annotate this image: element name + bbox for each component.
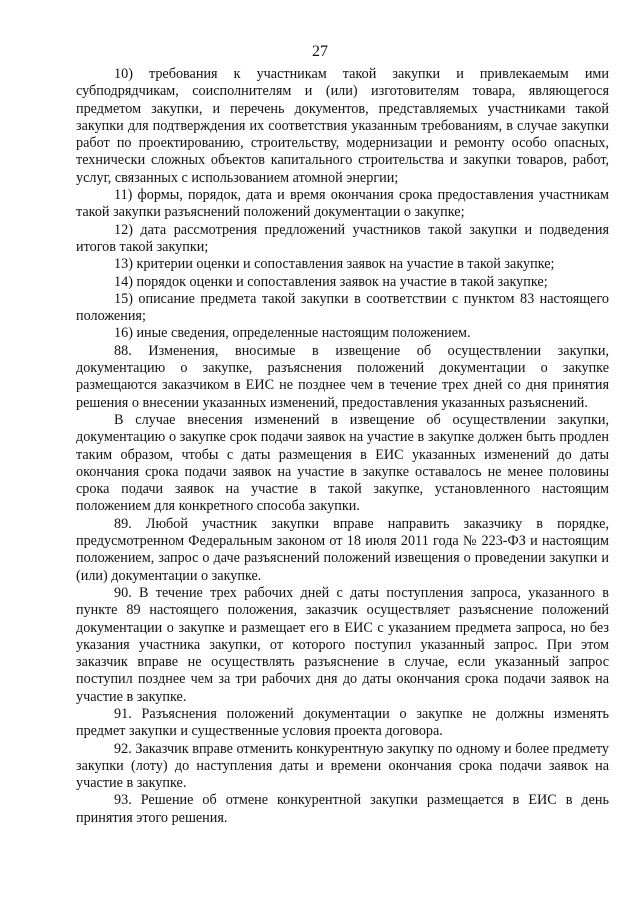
paragraph-clause-89: 89. Любой участник закупки вправе направить заказчику в порядке, предусмотренном Федеральным законом от 18 июля 2011 года № 223-ФЗ и настоящим положением, запрос о даче разъяснений положений извещения о проведении закупки и (или) документации о закупке. [76,515,609,584]
paragraph-clause-88-continued: В случае внесения изменений в извещение об осуществлении закупки, документацию о закупке срок подачи заявок на участие в закупке должен быть продлен таким образом, чтобы с даты размещения в ЕИС указанных изменений до даты окончания срока подачи заявок на участие в закупке оставалось не менее половины срока подачи заявок на участие в такой закупке, установленного настоящим положением для конкретного способа закупки. [76,411,609,515]
paragraph-clause-93: 93. Решение об отмене конкурентной закупки размещается в ЕИС в день принятия этого решения. [76,792,609,826]
paragraph-clause-88: 88. Изменения, вносимые в извещение об осуществлении закупки, документацию о закупке, разъяснения положений документации о закупке размещаются заказчиком в ЕИС не позднее чем в течение трех дней со дня принятия решения о внесении указанных изменений, предоставления указанных разъяснений. [76,342,609,411]
paragraph-item-11: 11) формы, порядок, дата и время окончания срока предоставления участникам такой закупки разъяснений положений документации о закупке; [76,187,609,221]
document-body [76,66,609,827]
paragraph-clause-90: 90. В течение трех рабочих дней с даты поступления запроса, указанного в пункте 89 настоящего положения, заказчик осуществляет разъяснение положений документации о закупке и размещает его в ЕИС с указанием предмета запроса, но без указания участника закупки, от которого поступил указанный запрос. При этом заказчик вправе не осуществлять разъяснение в случае, если указанный запрос поступил позднее чем за три рабочих дня до даты окончания срока подачи заявок на участие в закупке. [76,584,609,705]
paragraph-item-16: 16) иные сведения, определенные настоящим положением. [114,325,471,342]
paragraph-clause-92: 92. Заказчик вправе отменить конкурентную закупку по одному и более предмету закупки (лоту) до наступления даты и времени окончания срока подачи заявок на участие в закупке. [76,740,609,792]
paragraph-item-12: 12) дата рассмотрения предложений участников такой закупки и подведения итогов такой закупки; [76,221,609,255]
paragraph-item-13: 13) критерии оценки и сопоставления заявок на участие в такой закупке; [114,256,555,273]
paragraph-item-10: 10) требования к участникам такой закупки и привлекаемым ими субподрядчикам, соисполнителям и (или) изготовителям товара, являющегося предметом закупки, и перечень документов, представляемых участниками такой закупки для подтверждения их соответствия указанным требованиям, в случае закупки работ по проектированию, строительству, модернизации и ремонту особо опасных, технически сложных объектов капитального строительства и закупки товаров, работ, услуг, связанных с использованием атомной энергии; [76,66,609,186]
page-number: 27 [312,43,328,60]
paragraph-clause-91: 91. Разъяснения положений документации о закупке не должны изменять предмет закупки и существенные условия проекта договора. [76,705,609,740]
paragraph-item-15: 15) описание предмета такой закупки в соответствии с пунктом 83 настоящего положения; [76,290,609,325]
paragraph-item-14: 14) порядок оценки и сопоставления заявок на участие в такой закупке; [114,273,548,290]
